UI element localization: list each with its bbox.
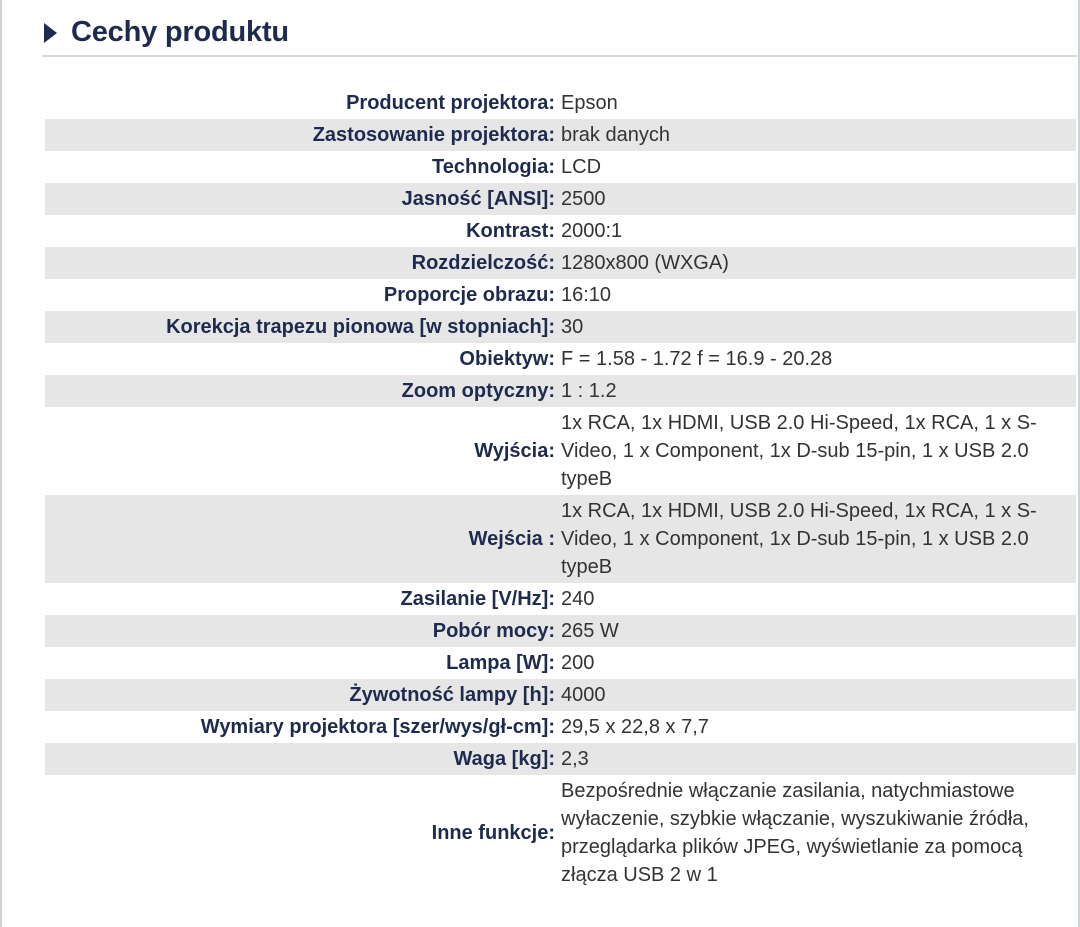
spec-table (45, 87, 1076, 891)
spec-row (45, 87, 1076, 119)
spec-row (45, 343, 1076, 375)
spec-value: 2000:1 (561, 220, 623, 242)
spec-label: Żywotność lampy [h]: (45, 679, 559, 711)
spec-value: LCD (561, 156, 602, 178)
spec-row (45, 407, 1076, 495)
spec-value: 240 (561, 588, 595, 610)
spec-value: 2,3 (559, 743, 1076, 775)
spec-value: F = 1.58 - 1.72 f = 16.9 - 20.28 (561, 348, 833, 370)
spec-value: 200 (561, 652, 595, 674)
spec-row (45, 375, 1076, 407)
spec-row (45, 743, 1076, 775)
spec-row (45, 151, 1076, 183)
spec-row (45, 711, 1076, 743)
spec-row (45, 119, 1076, 151)
spec-value: 16:10 (561, 284, 612, 306)
spec-label: Wymiary projektora [szer/wys/gł-cm]: (200, 716, 555, 738)
spec-row (45, 679, 1076, 711)
spec-value: Bezpośrednie włączanie zasilania, natychmiastowe wyłaczenie, szybkie włączanie, wyszukiwanie źródła, przeglądarka plików JPEG, wyświetlanie za pomocą złącza USB 2 w 1 (561, 780, 1029, 886)
spec-label: Technologia: (432, 156, 555, 178)
spec-label: Lampa [W]: (446, 652, 555, 674)
spec-label: Proporcje obrazu: (383, 284, 555, 306)
spec-value: brak danych (559, 119, 1076, 151)
spec-label: Zoom optyczny: (45, 375, 559, 407)
spec-label: Wyjścia: (474, 440, 555, 462)
spec-value: 29,5 x 22,8 x 7,7 (561, 716, 709, 738)
spec-value: Epson (561, 92, 618, 114)
spec-label: Zastosowanie projektora: (45, 119, 559, 151)
spec-value: 4000 (559, 679, 1076, 711)
spec-value: 1x RCA, 1x HDMI, USB 2.0 Hi-Speed, 1x RCA, 1 x S-Video, 1 x Component, 1x D-sub 15-pin, 1 x USB 2.0 typeB (559, 495, 1076, 583)
caret-right-icon[interactable] (44, 23, 57, 43)
spec-row (45, 247, 1076, 279)
spec-label: Inne funkcje: (431, 822, 555, 844)
spec-value: 2500 (559, 183, 1076, 215)
spec-label: Korekcja trapezu pionowa [w stopniach]: (45, 311, 559, 343)
spec-row (45, 495, 1076, 583)
spec-label: Kontrast: (466, 220, 555, 242)
spec-label: Rozdzielczość: (45, 247, 559, 279)
spec-label: Jasność [ANSI]: (45, 183, 559, 215)
spec-value: 1 : 1.2 (559, 375, 1076, 407)
spec-row (45, 311, 1076, 343)
spec-row (45, 183, 1076, 215)
spec-row (45, 775, 1076, 891)
spec-label: Obiektyw: (459, 348, 555, 370)
spec-value: 1280x800 (WXGA) (559, 247, 1076, 279)
spec-label: Producent projektora: (346, 92, 555, 114)
spec-value: 30 (559, 311, 1076, 343)
spec-row (45, 615, 1076, 647)
spec-label: Pobór mocy: (45, 615, 559, 647)
spec-row (45, 279, 1076, 311)
spec-row (45, 647, 1076, 679)
spec-label: Wejścia : (45, 495, 559, 583)
spec-label: Zasilanie [V/Hz]: (400, 588, 555, 610)
spec-label: Waga [kg]: (45, 743, 559, 775)
spec-row (45, 583, 1076, 615)
spec-value: 1x RCA, 1x HDMI, USB 2.0 Hi-Speed, 1x RCA, 1 x S-Video, 1 x Component, 1x D-sub 15-pin, 1 x USB 2.0 typeB (561, 412, 1037, 490)
spec-row (45, 215, 1076, 247)
section-title: Cechy produktu (71, 16, 289, 48)
section-header[interactable] (42, 10, 1077, 57)
spec-value: 265 W (559, 615, 1076, 647)
